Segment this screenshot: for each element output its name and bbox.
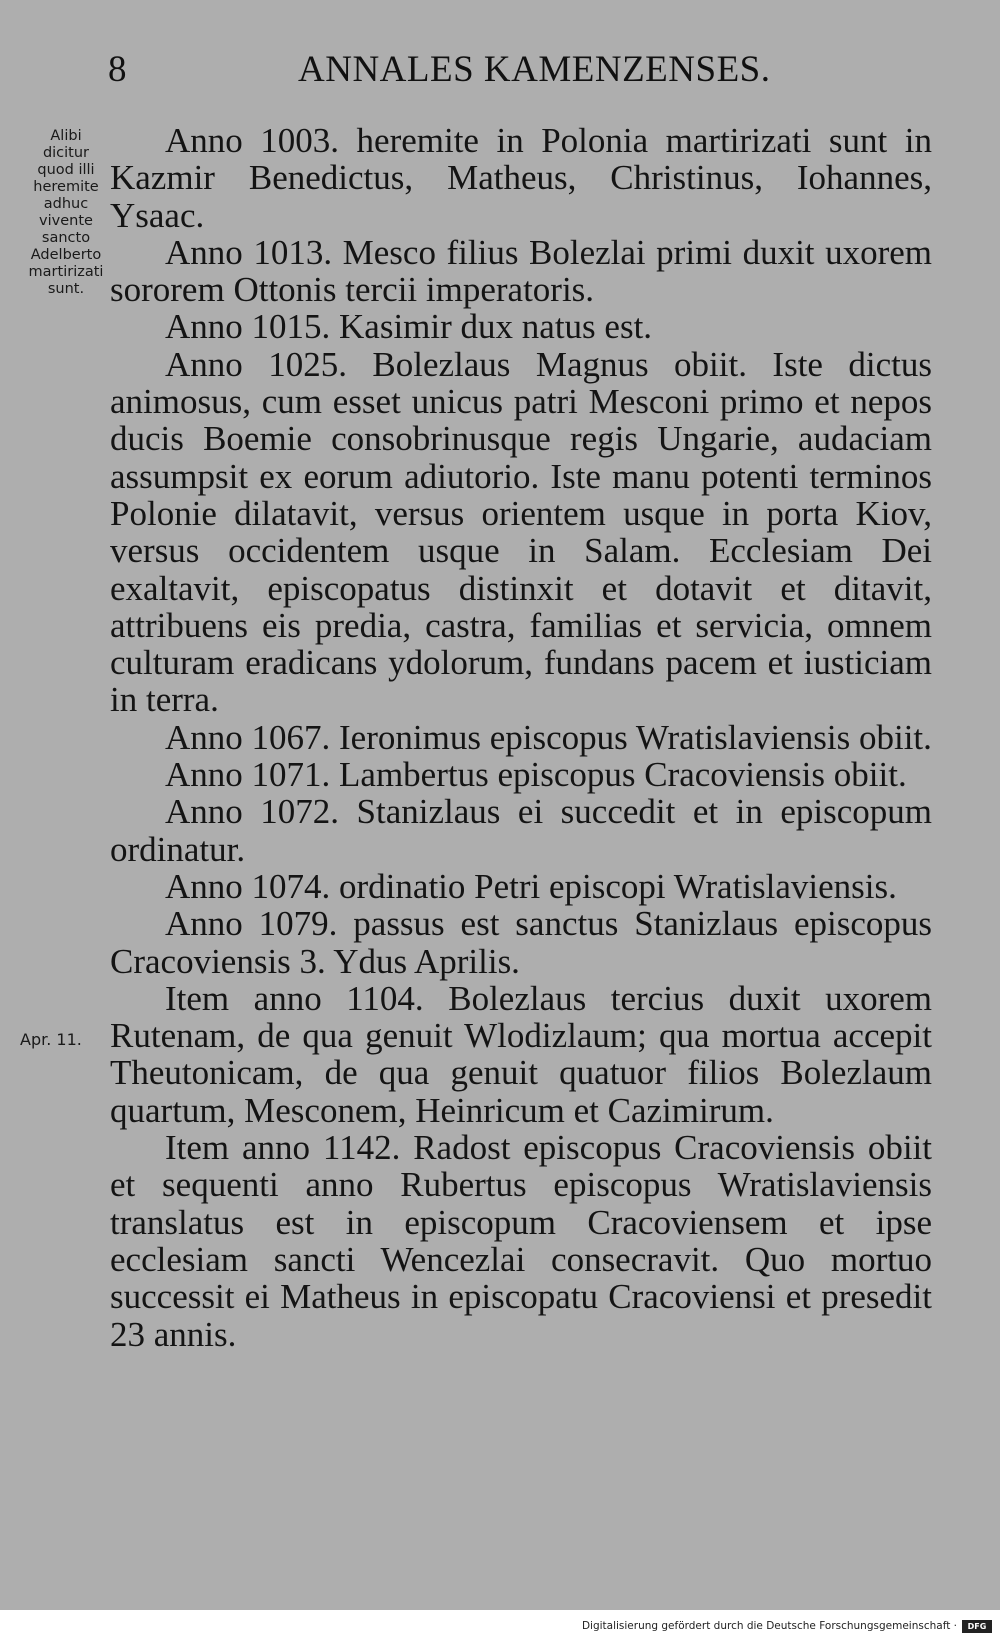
entry-1079: Anno 1079. passus est sanctus Stanizlaus episcopus Cracoviensis 3. Ydus Aprilis. — [110, 904, 932, 981]
margin-note-date: Apr. 11. — [20, 1030, 82, 1049]
entry-1015: Anno 1015. Kasimir dux natus est. — [165, 307, 653, 347]
page-number: 8 — [108, 49, 127, 90]
annals-text — [110, 122, 932, 1353]
entry-1003: Anno 1003. heremite in Polonia martirizati sunt in Kazmir Benedictus, Matheus, Christinus, Iohannes, Ysaac. — [110, 121, 932, 235]
entry-1074: Anno 1074. ordinatio Petri episcopi Wratislaviensis. — [165, 866, 897, 906]
funding-credit: Digitalisierung gefördert durch die Deutsche Forschungsgemeinschaft · — [581, 1620, 957, 1632]
entry-1071: Anno 1071. Lambertus episcopus Cracoviensis obiit. — [165, 755, 907, 795]
entry-1104: Item anno 1104. Bolezlaus tercius duxit uxorem Rutenam, de qua genuit Wlodizlaum; qua mortua accepit Theutonicam, de qua genuit quatuor filios Bolezlaum quartum, Mesconem, Heinricum et Cazimirum. — [110, 978, 932, 1130]
book-title: ANNALES KAMENZENSES. — [298, 49, 771, 90]
dfg-logo-icon: DFG — [962, 1620, 992, 1633]
margin-note-alibi: Alibi dicitur quod illi heremite adhuc vivente sancto Adelberto martirizati sunt. — [28, 128, 104, 297]
entry-1013: Anno 1013. Mesco filius Bolezlai primi duxit uxorem sororem Ottonis tercii imperatoris. — [110, 232, 932, 310]
digitization-footer — [0, 1610, 1000, 1639]
running-head — [0, 48, 1000, 88]
entry-1067: Anno 1067. Ieronimus episcopus Wratislaviensis obiit. — [165, 717, 932, 757]
entry-1025: Anno 1025. Bolezlaus Magnus obiit. Iste dictus animosus, cum esset unicus patri Mesconi primo et nepos ducis Boemie consobrinusque regis Ungarie, audaciam assumpsit ex eorum adiutorio. Iste manu potenti terminos Polonie dilatavit, versus orientem usque in porta Kiov, versus occidentem usque in Salam. Ecclesiam Dei exaltavit, episcopatus distinxit et dotavit et ditavit, attribuens eis predia, castra, familias et servicia, omnem culturam eradicans ydolorum, fundans pacem et iusticiam in terra. — [110, 344, 932, 720]
entry-1142: Item anno 1142. Radost episcopus Cracoviensis obiit et sequenti anno Rubertus episcopus Wratislaviensis translatus est in episcopum Cracoviensem et ipse ecclesiam sancti Wencezlai consecravit. Quo mortuo successit ei Matheus in episcopatu Cracoviensi et presedit 23 annis. — [110, 1128, 932, 1354]
entry-1072: Anno 1072. Stanizlaus ei succedit et in episcopum ordinatur. — [110, 792, 932, 869]
